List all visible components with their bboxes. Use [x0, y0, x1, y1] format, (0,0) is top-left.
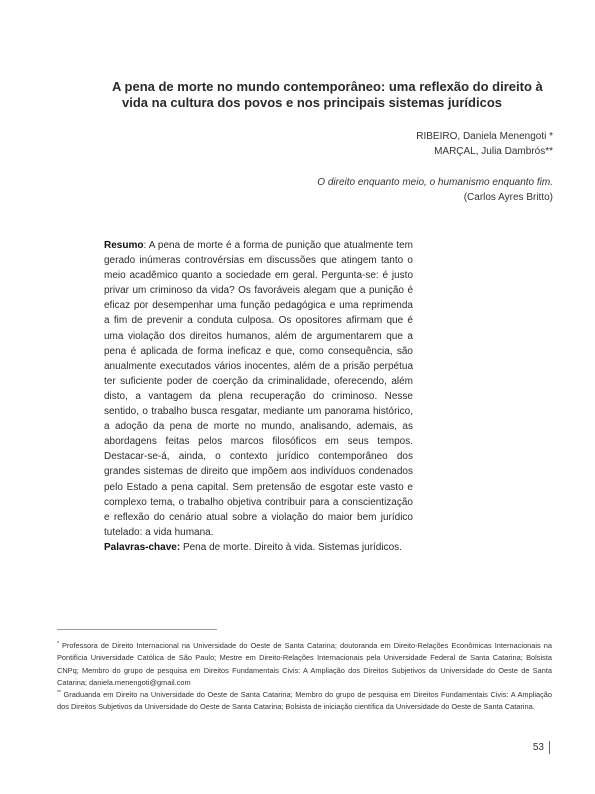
footnote-2	[57, 689, 552, 714]
epigraph-quote: O direito enquanto meio, o humanismo enquanto fim.	[317, 177, 553, 188]
author-2: MARÇAL, Julia Dambrós**	[434, 146, 553, 157]
author-list	[416, 129, 553, 159]
footnote-mark: *	[57, 641, 59, 647]
author-1: RIBEIRO, Daniela Menengoti *	[416, 131, 553, 142]
footnote-text: Professora de Direito Internacional na Universidade do Oeste de Santa Catarina; doutoranda em Direito-Relações Econômicas Internacionais na Pontifícia Universidade Católica de São Paulo; Mestre em Direito-Relações Internacionais pela Universidade Federal de Santa Catarina; Bolsista CNPq; Membro do grupo de pesquisa em Direitos Fundamentais Civis: A Ampliação dos Direitos Subjetivos da Universidade do Oeste de Santa Catarina; daniela.menengoti@gmail.com	[57, 641, 552, 687]
epigraph	[317, 175, 553, 205]
footnotes	[57, 640, 552, 714]
abstract	[104, 238, 413, 555]
footnote-divider	[57, 629, 217, 630]
footnote-1	[57, 640, 552, 689]
keywords-text: Pena de morte. Direito à vida. Sistemas jurídicos.	[180, 541, 402, 553]
abstract-label: Resumo	[104, 240, 144, 251]
title-line-1: A pena de morte no mundo contemporâneo: uma reflexão do direito à	[112, 79, 543, 94]
abstract-text: : A pena de morte é a forma de punição que atualmente tem gerado inúmeras controvérsias em discussões que atingem tanto o meio acadêmico quanto a sociedade em geral. Pergunta-se: é justo privar um criminoso da vida? Os favoráveis alegam que a punição é eficaz por desempenhar uma função pedagógica e uma reprimenda a fim de prevenir a conduta culposa. Os opositores afirmam que é uma violação dos direitos humanos, além de argumentarem que a pena é aplicada de forma ineficaz e que, como consequência, são anualmente executados vários inocentes, além de a prisão perpétua ter suficiente poder de coerção da criminalidade, oferecendo, além disto, a vantagem da plena recuperação do criminoso. Nesse sentido, o trabalho busca resgatar, mediante um panorama histórico, a adoção da pena de morte no mundo, analisando, ademais, as abordagens feitas pelos marcos filosóficos em seus tempos. Destacar-se-á, ainda, o contexto jurídico contemporâneo dos grandes sistemas de direito que impõem aos indivíduos condenados pelo Estado a pena capital. Sem pretensão de esgotar este vasto e complexo tema, o trabalho objetiva contribuir para a conscientização e reflexão do cenário atual sobre a violação do maior bem jurídico tutelado: a vida humana.	[104, 240, 413, 538]
page-number: 53	[533, 741, 550, 754]
footnote-text: Graduanda em Direito na Universidade do Oeste de Santa Catarina; Membro do grupo de pesquisa em Direitos Fundamentais Civis: A Ampliação dos Direitos Subjetivos da Universidade do Oeste de Santa Catarina; Bolsista de iniciação científica da Universidade do Oeste de Santa Catarina.	[57, 690, 552, 712]
keywords	[104, 540, 413, 555]
title-line-2: vida na cultura dos povos e nos principais sistemas jurídicos	[122, 95, 503, 110]
epigraph-source: (Carlos Ayres Britto)	[463, 192, 553, 203]
footnote-mark: **	[57, 690, 61, 697]
article-title	[112, 79, 552, 111]
abstract-paragraph	[104, 238, 413, 540]
keywords-label: Palavras-chave:	[104, 541, 181, 553]
